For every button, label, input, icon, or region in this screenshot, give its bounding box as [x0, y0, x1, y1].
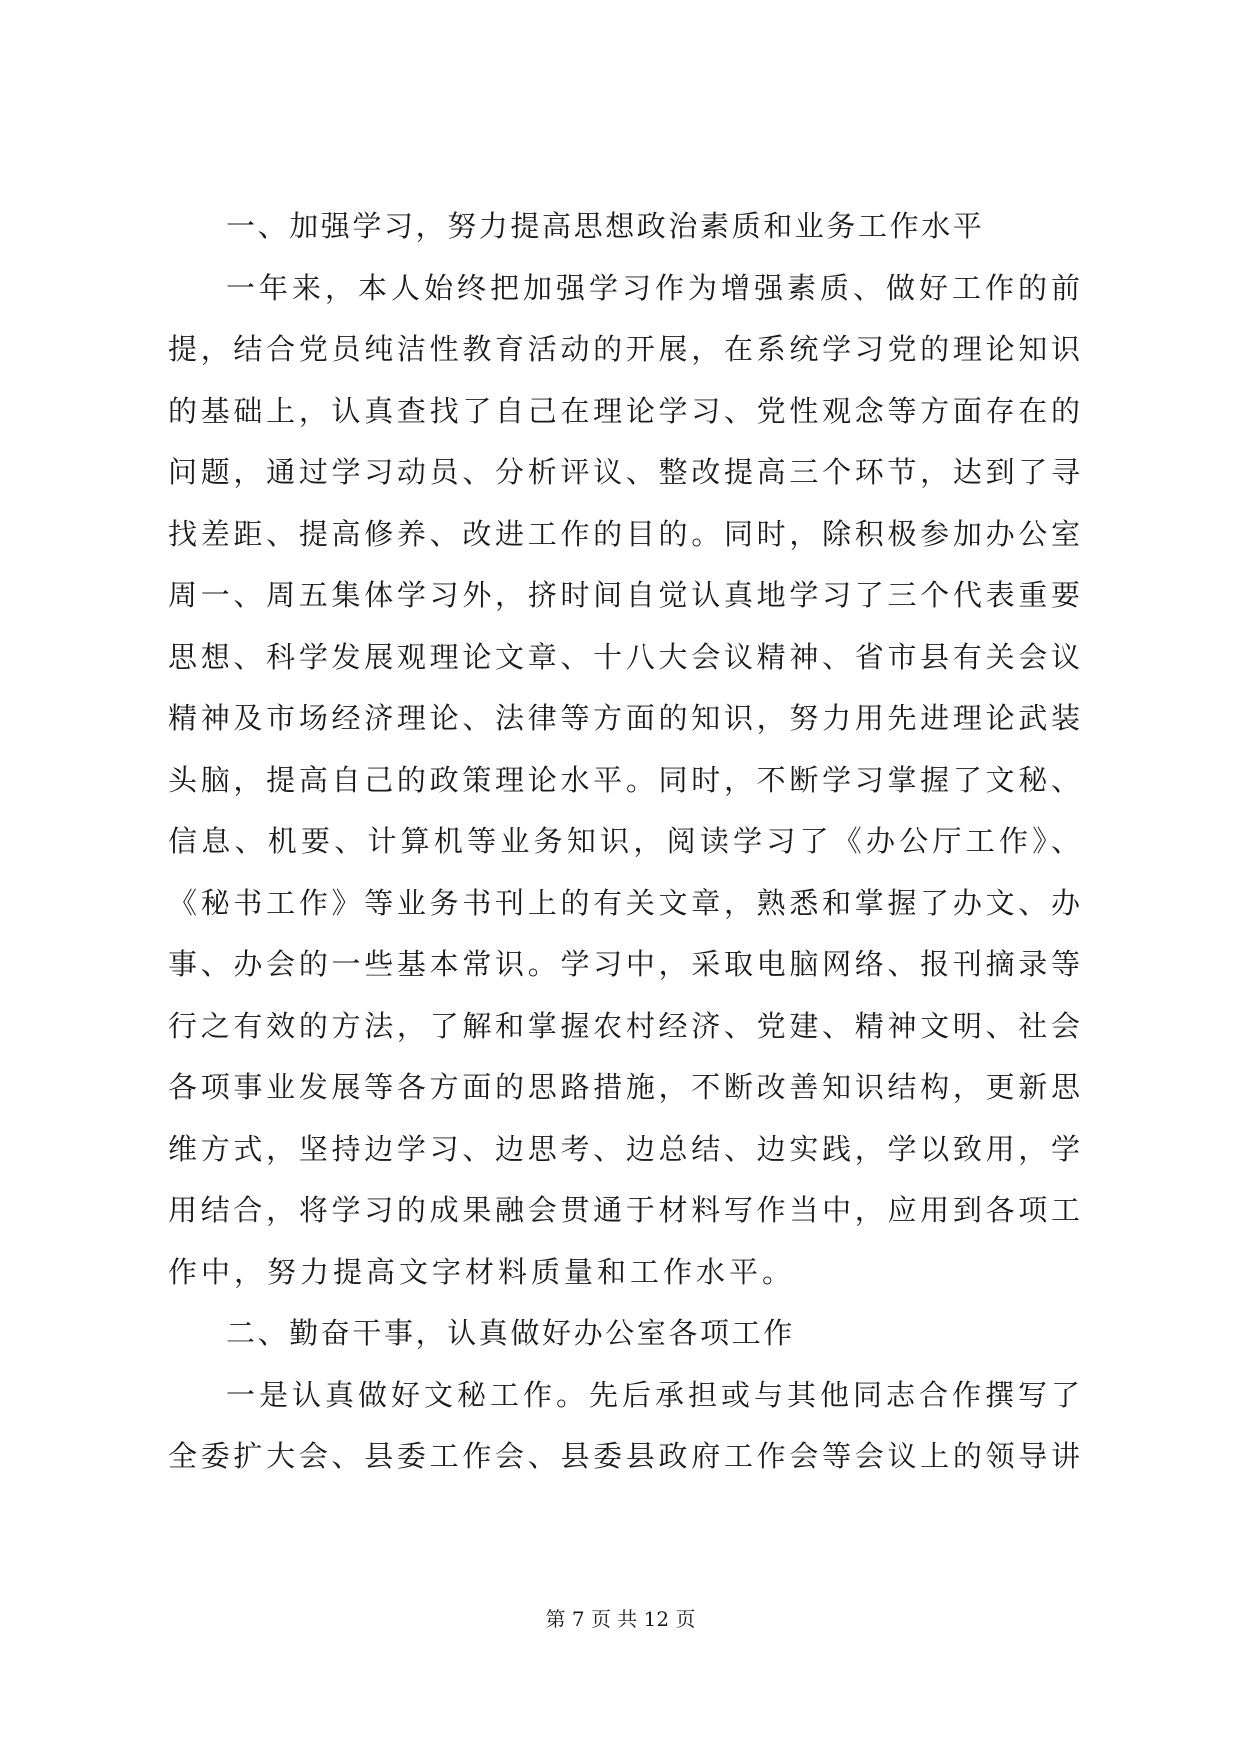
paragraph-line: 全委扩大会、县委工作会、县委县政府工作会等会议上的领导讲 — [168, 1439, 1080, 1473]
paragraph-line: 提，结合党员纯洁性教育活动的开展，在系统学习党的理论知识 — [168, 332, 1080, 366]
page-number-footer: 第 7 页 共 12 页 — [545, 1607, 696, 1631]
paragraph-line: 维方式，坚持边学习、边思考、边总结、边实践，学以致用，学 — [168, 1131, 1080, 1166]
paragraph-line: 行之有效的方法，了解和掌握农村经济、党建、精神文明、社会 — [168, 1008, 1080, 1043]
paragraph-line: 《秘书工作》等业务书刊上的有关文章，熟悉和掌握了办文、办 — [168, 885, 1080, 920]
paragraph-line: 各项事业发展等各方面的思路措施，不断改善知识结构，更新思 — [168, 1070, 1080, 1104]
paragraph-line: 精神及市场经济理论、法律等方面的知识，努力用先进理论武装 — [168, 701, 1080, 735]
paragraph-line: 问题，通过学习动员、分析评议、整改提高三个环节，达到了寻 — [168, 455, 1080, 489]
paragraph-line: 周一、周五集体学习外，挤时间自觉认真地学习了三个代表重要 — [168, 578, 1080, 612]
paragraph-line: 一是认真做好文秘工作。先后承担或与其他同志合作撰写了 — [226, 1377, 1080, 1412]
section-heading-1: 一、加强学习，努力提高思想政治素质和业务工作水平 — [226, 209, 985, 243]
paragraph-line: 事、办会的一些基本常识。学习中，采取电脑网络、报刊摘录等 — [168, 947, 1080, 981]
document-body — [168, 196, 1080, 1488]
paragraph-line: 作中，努力提高文字材料质量和工作水平。 — [168, 1254, 796, 1289]
paragraph-line: 找差距、提高修养、改进工作的目的。同时，除积极参加办公室 — [168, 516, 1080, 551]
paragraph-line: 的基础上，认真查找了自己在理论学习、党性观念等方面存在的 — [168, 393, 1080, 428]
paragraph-line: 用结合，将学习的成果融会贯通于材料写作当中，应用到各项工 — [168, 1193, 1080, 1227]
paragraph-line: 一年来，本人始终把加强学习作为增强素质、做好工作的前 — [226, 270, 1080, 305]
paragraph-line: 信息、机要、计算机等业务知识，阅读学习了《办公厅工作》、 — [168, 824, 1080, 858]
paragraph-line: 头脑，提高自己的政策理论水平。同时，不断学习掌握了文秘、 — [168, 762, 1080, 797]
section-heading-2: 二、勤奋干事，认真做好办公室各项工作 — [226, 1316, 795, 1350]
paragraph-line: 思想、科学发展观理论文章、十八大会议精神、省市县有关会议 — [168, 639, 1080, 674]
